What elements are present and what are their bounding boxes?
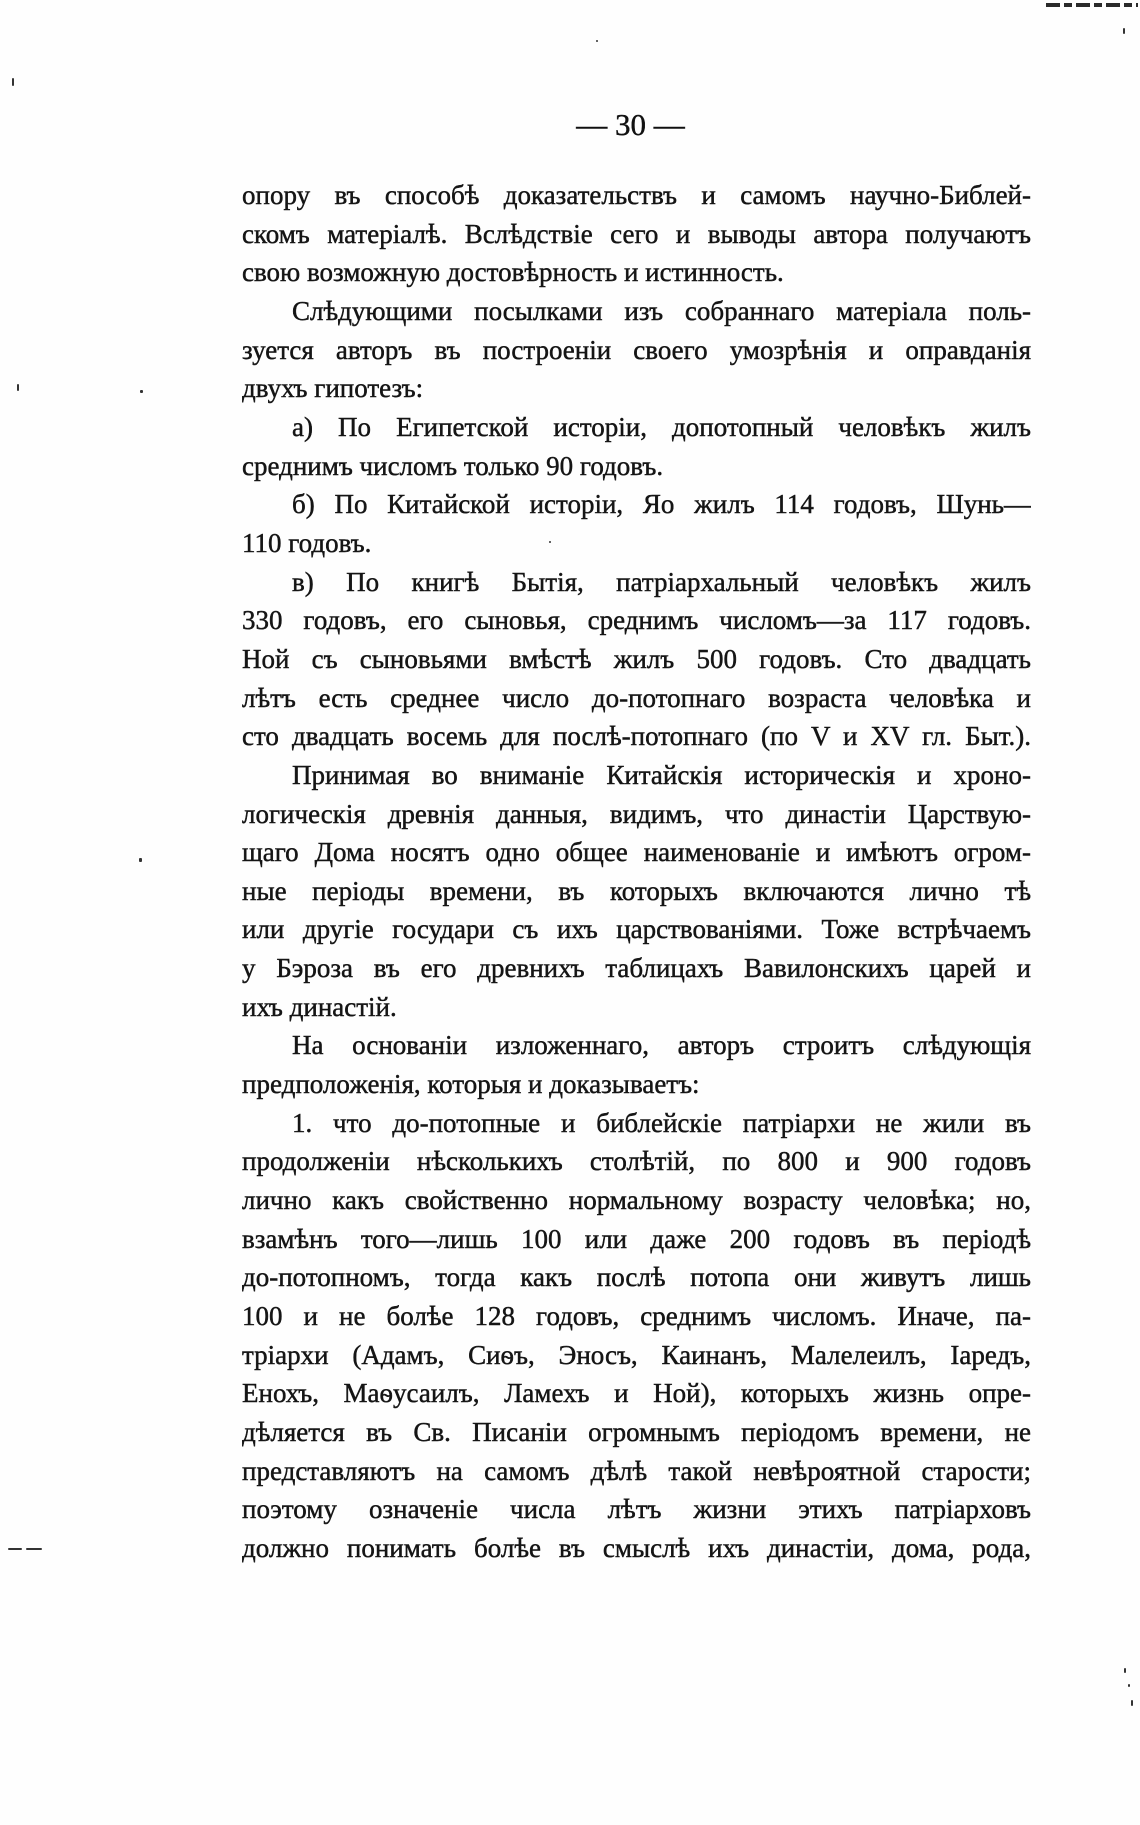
premise-a-egyptian [242,408,1031,485]
page-body-text [242,176,1031,1568]
proposition-1 [242,1104,1031,1568]
text-line: взамѣнъ того—лишь 100 или даже 200 годовъ въ періодѣ [242,1223,1031,1254]
text-line: щаго Дома носятъ одно общее наименованіе и имѣютъ огром- [242,837,1031,868]
text-line: лѣтъ есть среднее число до-потопнаго возраста человѣка и [242,682,1031,713]
text-line: зуется авторъ въ построеніи своего умозрѣнія и оправданія [242,334,1031,365]
scan-speck [26,1548,42,1550]
paragraph-chinese-dynasties [242,756,1031,1027]
text-line: до-потопномъ, тогда какъ послѣ потопа они живутъ лишь [242,1262,1031,1293]
scan-speck [140,390,143,393]
text-line: у Бэроза въ его древнихъ таблицахъ Вавилонскихъ царей и [242,953,1031,984]
text-line: 100 и не болѣе 128 годовъ, среднимъ числомъ. Иначе, па- [242,1301,1031,1332]
scan-speck [8,1548,22,1550]
scan-speck [17,384,19,391]
text-line: тріархи (Адамъ, Сиѳъ, Эносъ, Каинанъ, Малелеилъ, Іаредъ, [242,1339,1031,1370]
scan-speck [596,40,598,42]
text-line: продолженіи нѣсколькихъ столѣтій, по 800 и 900 годовъ [242,1146,1031,1177]
scan-speck [12,78,14,86]
scan-speck [1128,1684,1130,1687]
text-line: среднимъ числомъ только 90 годовъ. [242,450,664,481]
paragraph-intro-continuation [242,176,1031,292]
text-line: ихъ династій. [242,991,397,1022]
text-line: Слѣдующими посылками изъ собраннаго матеріала поль- [292,295,1031,326]
text-line: Принимая во вниманіе Китайскія историческія и хроно- [292,759,1031,790]
text-line: Ной съ сыновьями вмѣстѣ жилъ 500 годовъ. Сто двадцать [242,643,1031,674]
scan-speck [139,858,142,862]
text-line: в) По книгѣ Бытія, патріархальный человѣкъ жилъ [292,566,1031,597]
text-line: Енохъ, Маѳусаилъ, Ламехъ и Ной), которыхъ жизнь опре- [242,1378,1031,1409]
text-line: лично какъ свойственно нормальному возрасту человѣка; но, [242,1185,1031,1216]
scan-edge-mark [1046,3,1138,7]
text-line: опору въ способѣ доказательствъ и самомъ научно-Библей- [242,180,1031,210]
premise-b-chinese [242,485,1031,562]
text-line: 110 годовъ. [242,527,372,558]
text-line: должно понимать болѣе въ смыслѣ ихъ династіи, дома, рода, [242,1532,1031,1563]
text-line: поэтому означеніе числа лѣтъ жизни этихъ патріарховъ [242,1494,1031,1525]
text-line: а) По Египетской исторіи, допотопный человѣкъ жилъ [292,411,1031,442]
text-line: сто двадцать восемь для послѣ-потопнаго (по V и XV гл. Быт.). [242,721,1031,752]
text-line: б) По Китайской исторіи, Яо жилъ 114 годовъ, Шунь— [292,489,1031,520]
text-line: дѣляется въ Св. Писаніи огромнымъ періодомъ времени, не [242,1417,1031,1447]
text-line: двухъ гипотезъ: [242,373,424,404]
text-line: представляютъ на самомъ дѣлѣ такой невѣроятной старости; [242,1455,1031,1486]
text-line: 330 годовъ, его сыновья, среднимъ числомъ—за 117 годовъ. [242,605,1031,636]
scan-speck [1131,1700,1133,1706]
text-line: На основаніи изложеннаго, авторъ строитъ слѣдующія [292,1030,1031,1061]
text-line: предположенія, которыя и доказываетъ: [242,1069,700,1100]
premise-c-genesis [242,563,1031,756]
page-number: — 30 — [576,107,685,142]
scan-speck [1123,28,1125,34]
text-line: логическія древнія данныя, видимъ, что династіи Царствую- [242,798,1031,829]
text-line: ные періоды времени, въ которыхъ включаются лично тѣ [242,875,1031,906]
text-line: свою возможную достовѣрность и истинность. [242,257,784,288]
text-line: 1. что до-потопные и библейскіе патріархи не жили въ [292,1107,1031,1138]
text-line: или другіе государи съ ихъ царствованіями. Тоже встрѣчаемъ [242,914,1031,945]
paragraph-propositions-intro [242,1026,1031,1103]
text-line: скомъ матеріалѣ. Вслѣдствіе сего и выводы автора получаютъ [242,218,1031,249]
paragraph-premises [242,292,1031,408]
scan-speck [1124,1668,1126,1673]
